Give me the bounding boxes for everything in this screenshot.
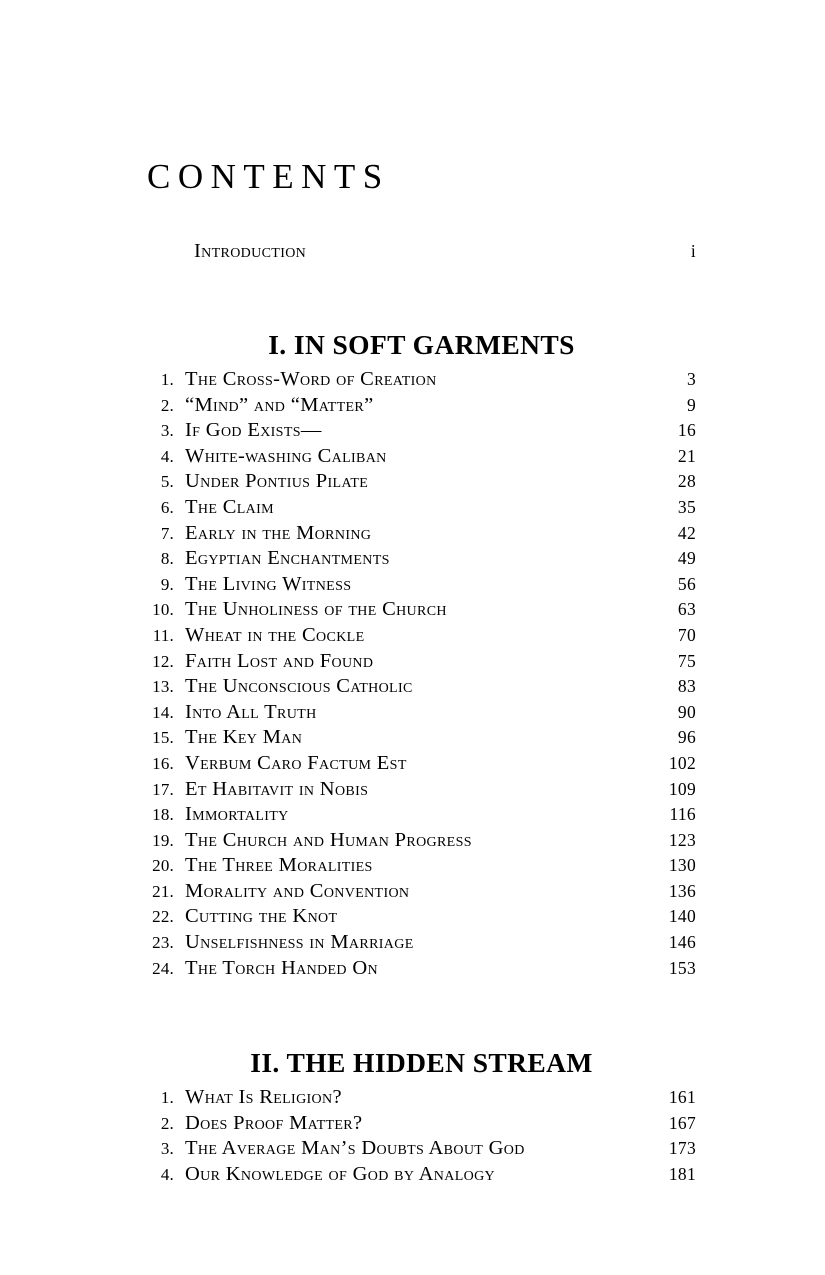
front-matter-page-number: i [690,241,696,261]
toc-entry-title: If God Exists— [185,419,322,442]
toc-entry-title: The Claim [185,495,274,518]
toc-entry-title: Egyptian Enchantments [185,547,390,570]
toc-entry-row[interactable] [147,495,696,521]
toc-entry-title: Morality and Convention [185,879,410,902]
front-matter-row[interactable] [194,238,696,264]
toc-entry-row[interactable] [147,879,696,905]
toc-entry-title: The Unholiness of the Church [185,598,447,621]
toc-entry-number: 14. [152,702,174,722]
part-1-entry-list [147,367,696,981]
toc-entry-page-number: 153 [668,957,696,978]
toc-entry-row[interactable] [147,725,696,751]
toc-entry-number: 3. [160,1139,174,1159]
toc-entry-title: The Cross-Word of Creation [185,368,437,390]
toc-entry-number: 24. [152,958,174,978]
toc-entry-number: 1. [160,1088,174,1107]
toc-entry-page-number: 123 [668,829,696,850]
toc-entry-row[interactable] [147,674,696,700]
toc-entry-row[interactable] [147,853,696,879]
toc-entry-page-number: 109 [668,778,696,799]
toc-entry-row[interactable] [147,777,696,803]
toc-entry-row[interactable] [147,418,696,444]
toc-entry-title: The Torch Handed On [185,956,378,979]
toc-entry-row[interactable] [147,1136,696,1162]
toc-entry-title: Does Proof Matter? [185,1111,363,1134]
toc-entry-page-number: 116 [669,804,696,825]
toc-entry-page-number: 3 [686,369,696,389]
toc-entry-row[interactable] [147,444,696,470]
toc-entry-page-number: 90 [677,701,696,722]
toc-entry-row[interactable] [147,1111,696,1137]
toc-entry-number: 23. [152,933,174,953]
toc-entry-title: Et Habitavit in Nobis [185,777,369,800]
toc-entry-number: 4. [160,1164,174,1184]
toc-entry-number: 8. [160,549,174,569]
toc-entry-title: Cutting the Knot [185,905,338,928]
toc-entry-number: 4. [160,446,174,466]
toc-entry-page-number: 102 [668,752,696,773]
toc-entry-title: White-washing Caliban [185,444,387,467]
toc-entry-number: 7. [160,523,174,543]
toc-entry-page-number: 167 [668,1112,696,1133]
toc-entry-number: 2. [160,395,174,415]
toc-entry-row[interactable] [147,572,696,598]
toc-entry-number: 15. [152,728,174,748]
toc-entry-number: 11. [152,625,174,645]
toc-entry-page-number: 42 [677,522,696,543]
toc-entry-row[interactable] [147,930,696,956]
toc-entry-number: 13. [152,677,174,697]
toc-entry-title: “Mind” and “Matter” [185,393,374,416]
toc-entry-row[interactable] [147,521,696,547]
toc-entry-page-number: 16 [677,420,696,441]
toc-entry-page-number: 96 [677,727,696,748]
toc-entry-row[interactable] [147,700,696,726]
toc-entry-page-number: 181 [668,1163,696,1184]
toc-entry-page-number: 28 [677,471,696,492]
toc-entry-title: Wheat in the Cockle [185,623,365,646]
toc-entry-title: Into All Truth [185,700,317,723]
page-title: CONTENTS [147,157,390,197]
toc-entry-page-number: 21 [677,445,696,466]
toc-entry-title: Under Pontius Pilate [185,470,369,493]
toc-entry-row[interactable] [147,469,696,495]
toc-entry-page-number: 56 [677,573,696,594]
part-2-entry-list [147,1085,696,1187]
toc-entry-number: 17. [152,779,174,799]
toc-entry-title: The Three Moralities [185,854,373,877]
toc-entry-page-number: 140 [668,906,696,927]
toc-entry-title: The Church and Human Progress [185,828,472,851]
part-heading-1: I. IN SOFT GARMENTS [268,328,575,360]
toc-entry-row[interactable] [147,802,696,828]
toc-entry-row[interactable] [147,546,696,572]
toc-entry-title: Faith Lost and Found [185,649,374,672]
part-heading-2: II. THE HIDDEN STREAM [250,1046,593,1078]
toc-entry-number: 16. [152,753,174,773]
toc-entry-number: 1. [160,370,174,389]
toc-entry-page-number: 173 [668,1138,696,1159]
toc-entry-page-number: 83 [677,676,696,697]
toc-entry-title: Early in the Morning [185,521,372,544]
front-matter-label: Introduction [194,240,307,262]
toc-entry-number: 2. [160,1113,174,1133]
toc-entry-number: 19. [152,830,174,850]
toc-entry-title: The Living Witness [185,572,352,595]
toc-entry-number: 12. [152,651,174,671]
toc-entry-row[interactable] [147,597,696,623]
toc-entry-number: 18. [152,805,174,825]
toc-entry-page-number: 70 [677,624,696,645]
toc-entry-title: The Average Man’s Doubts About God [185,1137,525,1160]
toc-entry-row[interactable] [147,623,696,649]
toc-entry-page-number: 63 [677,599,696,620]
toc-entry-row[interactable] [147,393,696,419]
toc-entry-page-number: 146 [668,932,696,953]
toc-entry-title: What Is Religion? [185,1086,342,1108]
toc-entry-page-number: 9 [686,394,696,415]
toc-entry-row[interactable] [147,904,696,930]
toc-entry-title: Unselfishness in Marriage [185,931,414,954]
toc-entry-page-number: 130 [668,855,696,876]
toc-entry-page-number: 161 [668,1087,696,1107]
toc-entry-number: 5. [160,472,174,492]
toc-entry-title: Our Knowledge of God by Analogy [185,1162,495,1185]
toc-entry-title: The Key Man [185,726,303,749]
toc-entry-number: 22. [152,907,174,927]
front-matter-list [194,238,696,264]
toc-entry-row[interactable] [147,1162,696,1188]
toc-entry-page-number: 75 [677,650,696,671]
toc-entry-number: 3. [160,421,174,441]
toc-entry-number: 6. [160,497,174,517]
toc-entry-number: 20. [152,856,174,876]
toc-entry-title: Verbum Caro Factum Est [185,751,407,774]
toc-entry-row[interactable] [147,828,696,854]
toc-entry-number: 9. [160,574,174,594]
toc-entry-number: 21. [152,881,174,901]
toc-entry-row[interactable] [147,649,696,675]
toc-entry-page-number: 35 [677,496,696,517]
toc-entry-title: The Unconscious Catholic [185,675,413,698]
toc-entry-row[interactable] [147,367,696,393]
toc-entry-row[interactable] [147,1085,696,1111]
toc-entry-title: Immortality [185,803,289,826]
toc-entry-number: 10. [152,600,174,620]
toc-entry-page-number: 49 [677,548,696,569]
toc-entry-row[interactable] [147,956,696,982]
toc-entry-page-number: 136 [668,880,696,901]
toc-entry-row[interactable] [147,751,696,777]
